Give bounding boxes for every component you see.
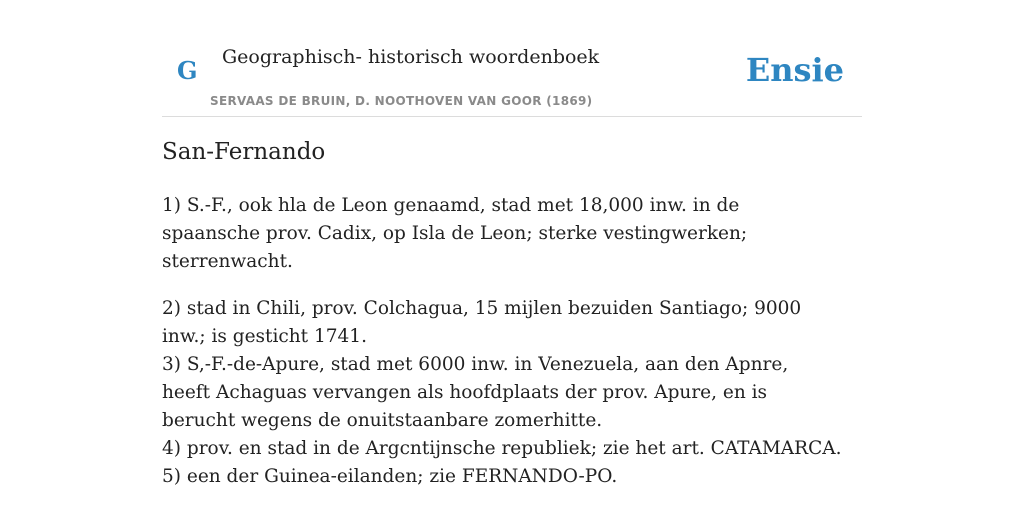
book-header — [162, 36, 862, 117]
definition-3: 3) S,-F.-de-Apure, stad met 6000 inw. in Venezuela, aan den Apnre, heeft Achaguas vervangen als hoofdplaats der prov. Apure, en is berucht wegens de onuitstaanbare zomerhitte. — [162, 354, 789, 431]
entry-content — [162, 192, 842, 491]
definition-1: 1) S.-F., ook hla de Leon genaamd, stad met 18,000 inw. in de spaansche prov. Cadix, op Isla de Leon; sterke vestingwerken; sterrenwacht. — [162, 195, 748, 272]
definition-5: 5) een der Guinea-eilanden; zie FERNANDO-PO. — [162, 466, 618, 487]
entry-title: San-Fernando — [162, 139, 326, 165]
ensie-logo-link[interactable]: Ensie — [745, 51, 844, 89]
letter-index-link[interactable]: G — [177, 56, 198, 85]
book-author: SERVAAS DE BRUIN, D. NOOTHOVEN VAN GOOR (1869) — [210, 94, 593, 108]
definition-4: 4) prov. en stad in de Argcntijnsche republiek; zie het art. CATAMARCA. — [162, 438, 842, 459]
definition-2: 2) stad in Chili, prov. Colchagua, 15 mijlen bezuiden Santiago; 9000 inw.; is gesticht 1741. — [162, 298, 802, 347]
book-title-link[interactable]: Geographisch- historisch woordenboek — [222, 46, 600, 68]
